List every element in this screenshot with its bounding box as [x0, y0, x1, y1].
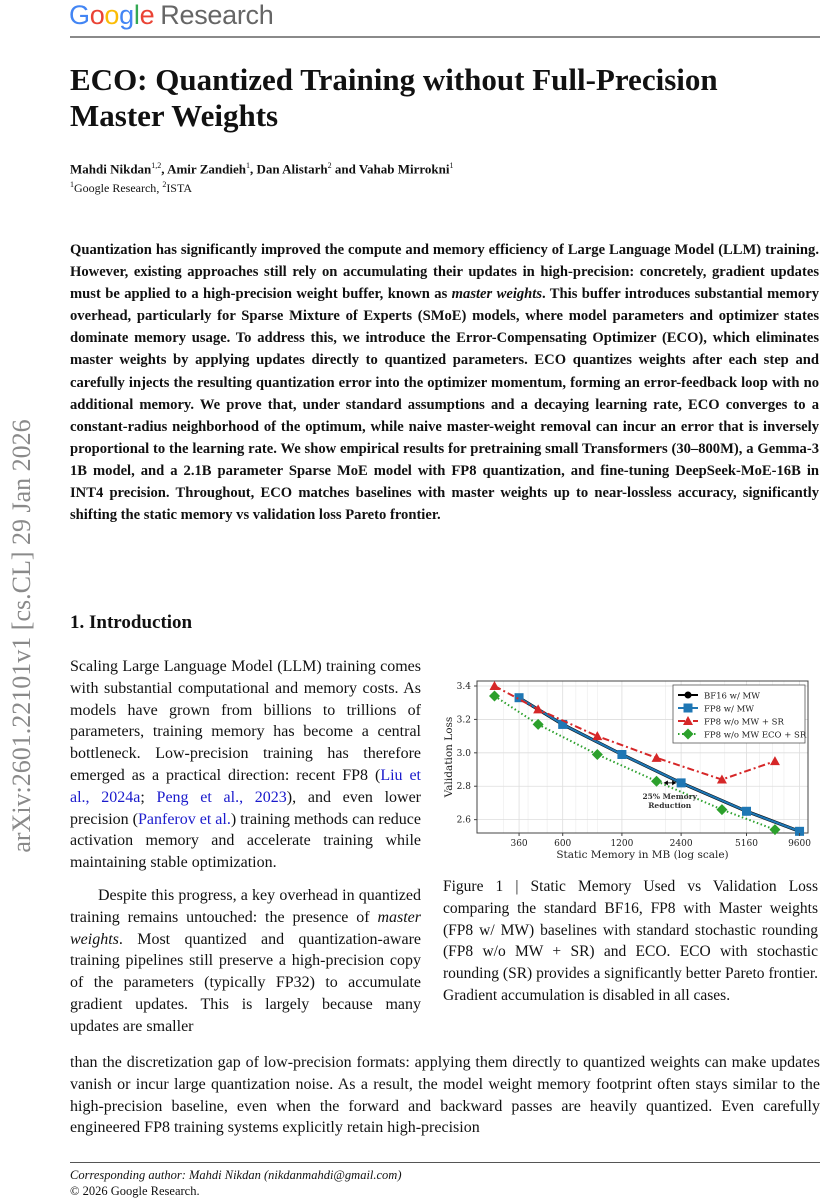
section-heading-introduction: 1. Introduction	[70, 612, 193, 633]
svg-text:9600: 9600	[788, 839, 811, 849]
arxiv-stamp: arXiv:2601.22101v1 [cs.CL] 29 Jan 2026	[7, 419, 36, 853]
svg-text:360: 360	[510, 839, 528, 849]
citation-panferov[interactable]: Panferov et al.	[137, 810, 231, 828]
author: Amir Zandieh	[167, 161, 246, 177]
author: Mahdi Nikdan	[70, 161, 152, 177]
author-list: Mahdi Nikdan$^{1,2}$, Amir Zandieh$^1$, Dan Alistarh$^2$ and Vahab Mirrokni$^1$	[70, 161, 454, 177]
svg-text:2400: 2400	[669, 839, 693, 849]
svg-text:2.8: 2.8	[456, 782, 471, 793]
corresponding-author: Corresponding author: Mahdi Nikdan (nikdanmahdi@gmail.com)	[70, 1168, 402, 1182]
svg-text:600: 600	[554, 839, 572, 849]
figure-1-caption: Figure 1 | Static Memory Used vs Validation Loss comparing the standard BF16, FP8 with Master weights (FP8 w/ MW) baselines with standard stochastic rounding (FP8 w/o MW + SR) and ECO. ECO with stochastic rounding (SR) provides a significantly better Pareto frontier. Gradient accumulation is disabled in all cases.	[443, 878, 818, 1004]
svg-text:FP8 w/ MW: FP8 w/ MW	[704, 704, 755, 715]
paper-title: ECO: Quantized Training without Full-Precision Master Weights	[70, 62, 718, 133]
svg-text:25% Memory: 25% Memory	[642, 791, 697, 801]
intro-paragraph-1: Scaling Large Language Model (LLM) training comes with substantial computational and memory costs. As models have grown from billions to trillions of parameters, training memory has become a central bottleneck. Low-precision training has therefore emerged as a practical direction: recent FP8 (Liu et al., 2024a; Peng et al., 2023), and even lower precision (Panferov et al.) training methods can reduce activation memory and accelerate training while maintaining stable optimization.	[70, 658, 422, 872]
svg-text:2.6: 2.6	[456, 815, 471, 826]
google-research-logo: Google Research	[69, 0, 274, 30]
svg-text:FP8 w/o MW ECO + SR: FP8 w/o MW ECO + SR	[704, 730, 807, 741]
citation-liu-2024a[interactable]: Liu et al., 2024a	[70, 766, 422, 806]
figure-1-chart	[440, 668, 820, 868]
svg-text:FP8 w/o MW + SR: FP8 w/o MW + SR	[704, 717, 784, 728]
svg-text:3.4: 3.4	[456, 682, 471, 693]
svg-text:Reduction: Reduction	[648, 800, 692, 810]
footer-divider	[70, 1162, 820, 1163]
svg-text:5160: 5160	[735, 839, 758, 849]
intro-full-width-text: than the discretization gap of low-precision formats: applying them directly to quantized weights can make updates vanish or incur large quantization noise. As a result, the model weight memory footprint often stays similar to the high-precision baseline, even when the forward and backward passes are heavily quantized. Even carefully engineered FP8 training systems explicitly retain high-precision	[70, 1054, 820, 1137]
copyright: © 2026 Google Research.	[70, 1184, 200, 1198]
svg-text:Validation Loss: Validation Loss	[443, 716, 455, 798]
svg-text:3.0: 3.0	[456, 748, 471, 759]
author: Dan Alistarh	[256, 161, 328, 177]
author: Vahab Mirrokni	[358, 161, 450, 177]
svg-text:1200: 1200	[610, 839, 634, 849]
intro-paragraph-2: Despite this progress, a key overhead in quantized training remains untouched: the presence of master weights. Most quantized and quantization-aware training pipelines still preserve a high-precision copy of the parameters (typically FP32) to accumulate gradient updates. This is largely because many updates are smaller	[70, 886, 421, 1035]
affiliations: $^1$Google Research, $^2$ISTA	[70, 180, 193, 195]
svg-text:BF16 w/ MW: BF16 w/ MW	[704, 691, 760, 702]
svg-text:Static Memory in MB (log scale: Static Memory in MB (log scale)	[556, 849, 729, 861]
citation-peng-2023[interactable]: Peng et al., 2023	[156, 788, 287, 806]
header-divider	[70, 36, 820, 38]
svg-text:3.2: 3.2	[456, 715, 471, 726]
abstract: Quantization has significantly improved the compute and memory efficiency of Large Language Model (LLM) training. However, existing approaches still rely on accumulating their updates in high-precision: concretely, gradient updates must be applied to a high-precision weight buffer, known as master weights. This buffer introduces substantial memory overhead, particularly for Sparse Mixture of Experts (SMoE) models, where model parameters and optimizer states dominate memory usage. To address this, we introduce the Error-Compensating Optimizer (ECO), which eliminates master weights by applying updates directly to quantized parameters. ECO quantizes weights after each step and carefully injects the resulting quantization error into the optimizer momentum, forming an error-feedback loop with no additional memory. We prove that, under standard assumptions and a decaying learning rate, ECO converges to a constant-radius neighborhood of the optimum, while naive master-weight removal can incur an error that is inversely proportional to the learning rate. We show empirical results for pretraining small Transformers (30–800M), a Gemma-3 1B model, and a 2.1B parameter Sparse MoE model with FP8 quantization, and fine-tuning DeepSeek-MoE-16B in INT4 precision. Throughout, ECO matches baselines with master weights up to near-lossless accuracy, significantly shifting the static memory vs validation loss Pareto frontier.	[70, 242, 819, 524]
intro-left-column	[70, 656, 421, 1038]
chart-legend	[673, 685, 807, 743]
